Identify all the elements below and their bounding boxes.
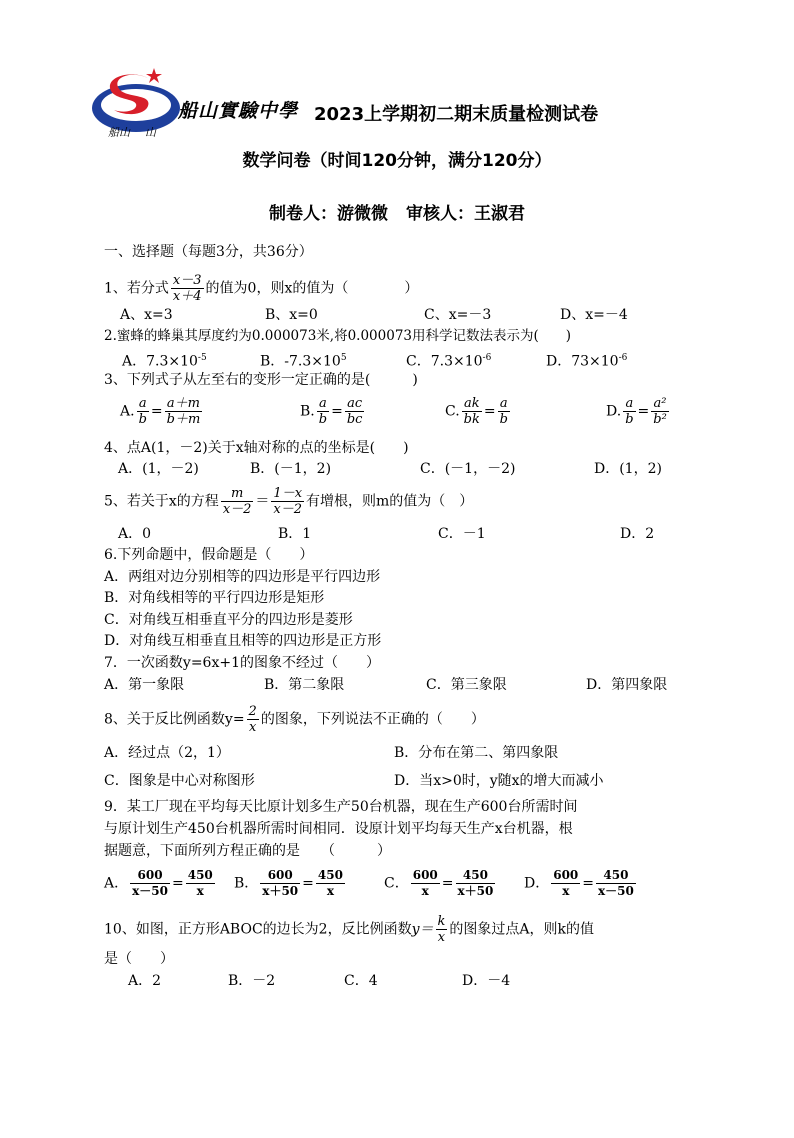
q10-option-d: D．－4 (462, 973, 511, 989)
q4-option-b: B．(－1，2) (250, 461, 332, 477)
question-8: 8、关于反比例函数y= $\frac{2}{x}$ 的图象，下列说法不正确的（ ） (104, 704, 485, 735)
school-name: 船山實驗中學 (178, 100, 299, 122)
q3-option-b: B. $\frac{a}{b}$ = $\frac{ac}{bc}$ (300, 396, 363, 427)
q1-option-a: A、x=3 (120, 307, 173, 323)
question-10-line-2: 是（ ） (104, 951, 174, 967)
q1-option-c: C、x=－3 (424, 307, 492, 323)
q4-option-d: D．(1，2) (594, 461, 662, 477)
q2-option-d: D．$73\times 10^{-6}$ (546, 353, 628, 370)
q1-option-d: D、x=－4 (560, 307, 628, 323)
question-5: 5、若关于x的方程 $\frac{m}{x-2}$ ＝ $\frac{1-x}{x-2}$ 有增根，则m的值为（ ） (104, 486, 474, 517)
question-9-line-2: 与原计划生产450台机器所需时间相同．设原计划平均每天生产x台机器，根 (104, 821, 573, 837)
q10-option-c: C．4 (344, 973, 378, 989)
q8-option-a: A．经过点（2，1） (104, 745, 230, 761)
q7-option-a: A．第一象限 (104, 677, 185, 693)
q8-option-d: D．当x>0时，y随x的增大而减小 (394, 773, 604, 789)
q4-option-a: A．(1，－2) (118, 461, 199, 477)
q9-option-d: D． $\frac{600}{x}$ = $\frac{450}{x-50}$ (524, 868, 634, 898)
q6-option-b: B．对角线相等的平行四边形是矩形 (104, 590, 325, 606)
q5-option-b: B．1 (278, 526, 312, 542)
question-9-line-1: 9．某工厂现在平均每天比原计划多生产50台机器，现在生产600台所需时间 (104, 799, 578, 815)
question-6: 6.下列命题中，假命题是（ ） (104, 547, 314, 563)
q3-option-c: C. $\frac{ak}{bk}$ = $\frac{a}{b}$ (445, 396, 508, 427)
question-7: 7．一次函数y=6x+1的图象不经过（ ） (104, 655, 380, 671)
q1-option-b: B、x=0 (265, 307, 318, 323)
school-sub-right: 山 (145, 126, 156, 139)
school-logo-icon (90, 64, 184, 136)
school-sub-left: 船山 (108, 126, 130, 139)
question-4: 4、点A(1，－2)关于x轴对称的点的坐标是( ) (104, 440, 409, 456)
q3-option-d: D. $\frac{a}{b}$ = $\frac{\text{a²}}{\text{b²}}$ (606, 396, 667, 427)
question-1: 1、若分式 $\frac{x-3}{x+4}$ 的值为0，则x的值为（ ） (104, 273, 419, 304)
q7-option-c: C．第三象限 (426, 677, 507, 693)
exam-subtitle: 数学问卷（时间120分钟，满分120分） (242, 151, 552, 171)
q9-option-b: B． $\frac{600}{x+50}$ = $\frac{450}{x}$ (234, 868, 343, 898)
q8-option-b: B．分布在第二、第四象限 (394, 745, 559, 761)
q10-option-b: B．－2 (228, 973, 276, 989)
q2-option-c: C．$7.3\times 10^{-6}$ (406, 353, 492, 370)
authors (0, 199, 794, 224)
maker: 制卷人：游微微 (269, 204, 389, 224)
q3-option-a: A. $\frac{a}{b}$ = $\frac{a+m}{b+m}$ (120, 396, 201, 427)
q6-option-c: C．对角线互相垂直平分的四边形是菱形 (104, 612, 353, 628)
q5-option-c: C．－1 (438, 526, 486, 542)
q2-option-b: B．$-7.3\times 10^5$ (260, 353, 347, 370)
q6-option-a: A．两组对边分别相等的四边形是平行四边形 (104, 569, 381, 585)
reviewer: 审核人：王淑君 (405, 204, 525, 224)
q8-option-c: C．图象是中心对称图形 (104, 773, 255, 789)
q2-option-a: A．$7.3\times 10^{-5}$ (122, 353, 207, 370)
question-2: 2.蜜蜂的蜂巢其厚度约为0.000073米,将0.000073用科学记数法表示为( ) (104, 328, 572, 344)
q5-option-a: A．0 (118, 526, 152, 542)
question-3: 3、下列式子从左至右的变形一定正确的是( ) (104, 372, 418, 388)
q9-option-a: A． $\frac{600}{x-50}$ = $\frac{450}{x}$ (104, 868, 213, 898)
question-10: 10、如图，正方形ABOC的边长为2，反比例函数y＝ $\frac{k}{x}$ 的图象过点A，则k的值 (104, 914, 594, 945)
q5-option-d: D．2 (620, 526, 655, 542)
q7-option-b: B．第二象限 (264, 677, 345, 693)
q9-option-c: C． $\frac{600}{x}$ = $\frac{450}{x+50}$ (384, 868, 494, 898)
q4-option-c: C．(－1，－2) (420, 461, 516, 477)
section-heading: 一、选择题（每题3分，共36分） (104, 244, 313, 260)
q7-option-d: D．第四象限 (586, 677, 668, 693)
exam-title: 2023上学期初二期末质量检测试卷 (314, 104, 599, 125)
q1-fraction: $\frac{x-3}{x+4}$ (172, 273, 202, 304)
question-9-line-3: 据题意，下面所列方程正确的是 （ ） (104, 843, 391, 859)
q6-option-d: D．对角线互相垂直且相等的四边形是正方形 (104, 633, 382, 649)
q10-option-a: A．2 (128, 973, 162, 989)
